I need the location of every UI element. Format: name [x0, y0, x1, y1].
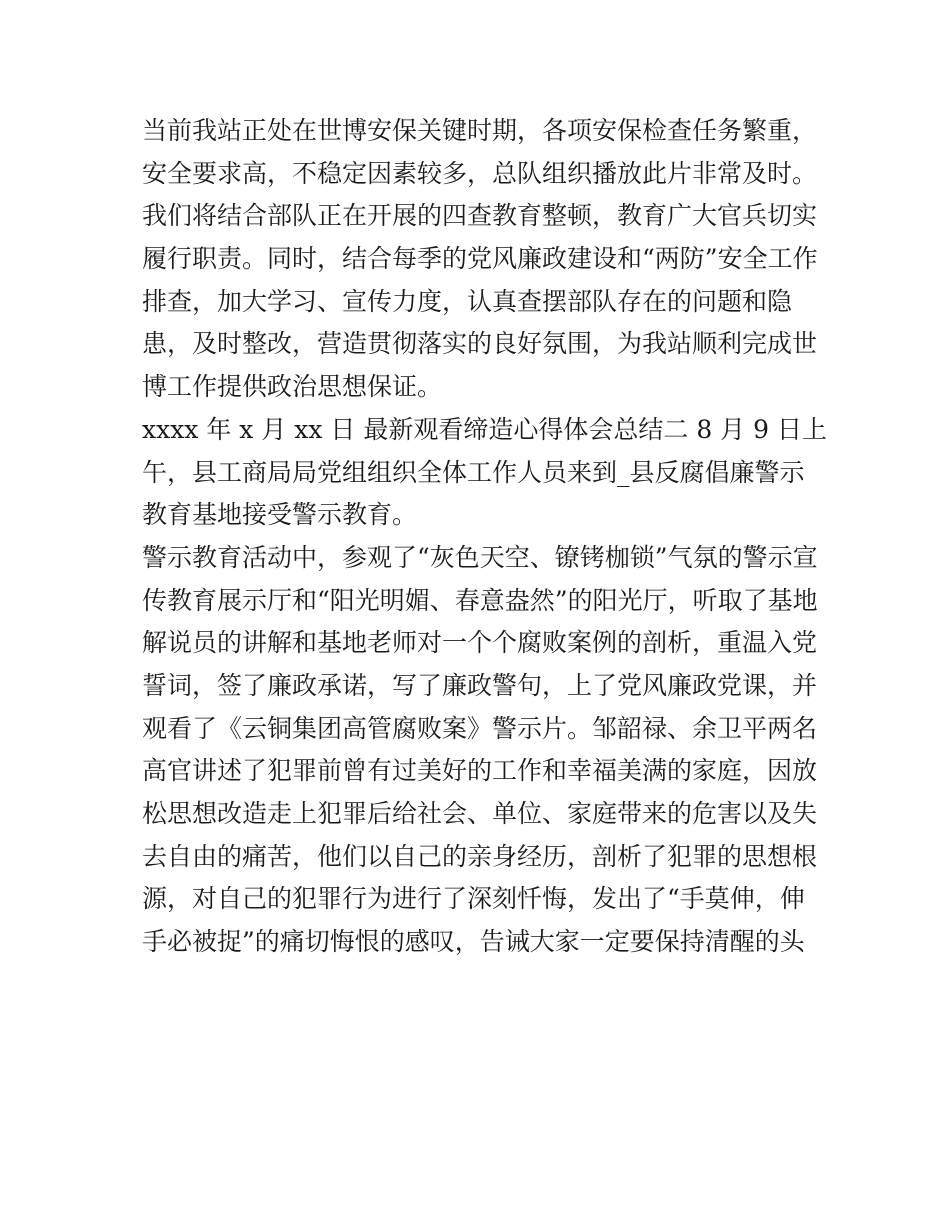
- text-line: 午，县工商局局党组组织全体工作人员来到_县反腐倡廉警示: [142, 457, 805, 487]
- text-line: 教育基地接受警示教育。: [142, 500, 418, 530]
- document-body: [142, 110, 827, 964]
- text-line: 警示教育活动中，参观了“灰色天空、镣铐枷锁”气氛的警示宣: [142, 542, 818, 572]
- text-line: 我们将结合部队正在开展的四查教育整顿，教育广大官兵切实: [142, 201, 818, 231]
- text-line: 观看了《云铜集团高管腐败案》警示片。邹韶禄、余卫平两名: [142, 713, 818, 743]
- text-line: 去自由的痛苦，他们以自己的亲身经历，剖析了犯罪的思想根: [142, 841, 818, 871]
- text-line: 誓词，签了廉政承诺，写了廉政警句，上了党风廉政党课，并: [142, 670, 818, 700]
- text-line: 松思想改造走上犯罪后给社会、单位、家庭带来的危害以及失: [142, 799, 818, 828]
- text-line: 当前我站正处在世博安保关键时期，各项安保检查任务繁重，: [142, 116, 818, 145]
- text-line: 患，及时整改，营造贯彻落实的良好氛围，为我站顺利完成世: [142, 329, 818, 359]
- text-line: 排查，加大学习、宣传力度，认真查摆部队存在的问题和隐: [142, 286, 793, 316]
- text-line: 源，对自己的犯罪行为进行了深刻忏悔，发出了“手莫伸，伸: [142, 884, 805, 914]
- text-line: 履行职责。同时，结合每季的党风廉政建设和“两防”安全工作: [142, 244, 818, 274]
- text-line: 传教育展示厅和“阳光明媚、春意盎然”的阳光厅，听取了基地: [142, 585, 818, 615]
- text-line: xxxx 年 x 月 xx 日 最新观看缔造心得体会总结二 8 月 9 日上: [142, 414, 827, 444]
- text-line: 解说员的讲解和基地老师对一个个腐败案例的剖析，重温入党: [142, 628, 818, 658]
- text-line: 手必被捉”的痛切悔恨的感叹，告诫大家一定要保持清醒的头: [142, 927, 805, 957]
- text-line: 安全要求高，不稳定因素较多，总队组织播放此片非常及时。: [142, 158, 818, 188]
- text-line: 高官讲述了犯罪前曾有过美好的工作和幸福美满的家庭，因放: [142, 756, 818, 786]
- text-line: 博工作提供政治思想保证。: [142, 372, 443, 402]
